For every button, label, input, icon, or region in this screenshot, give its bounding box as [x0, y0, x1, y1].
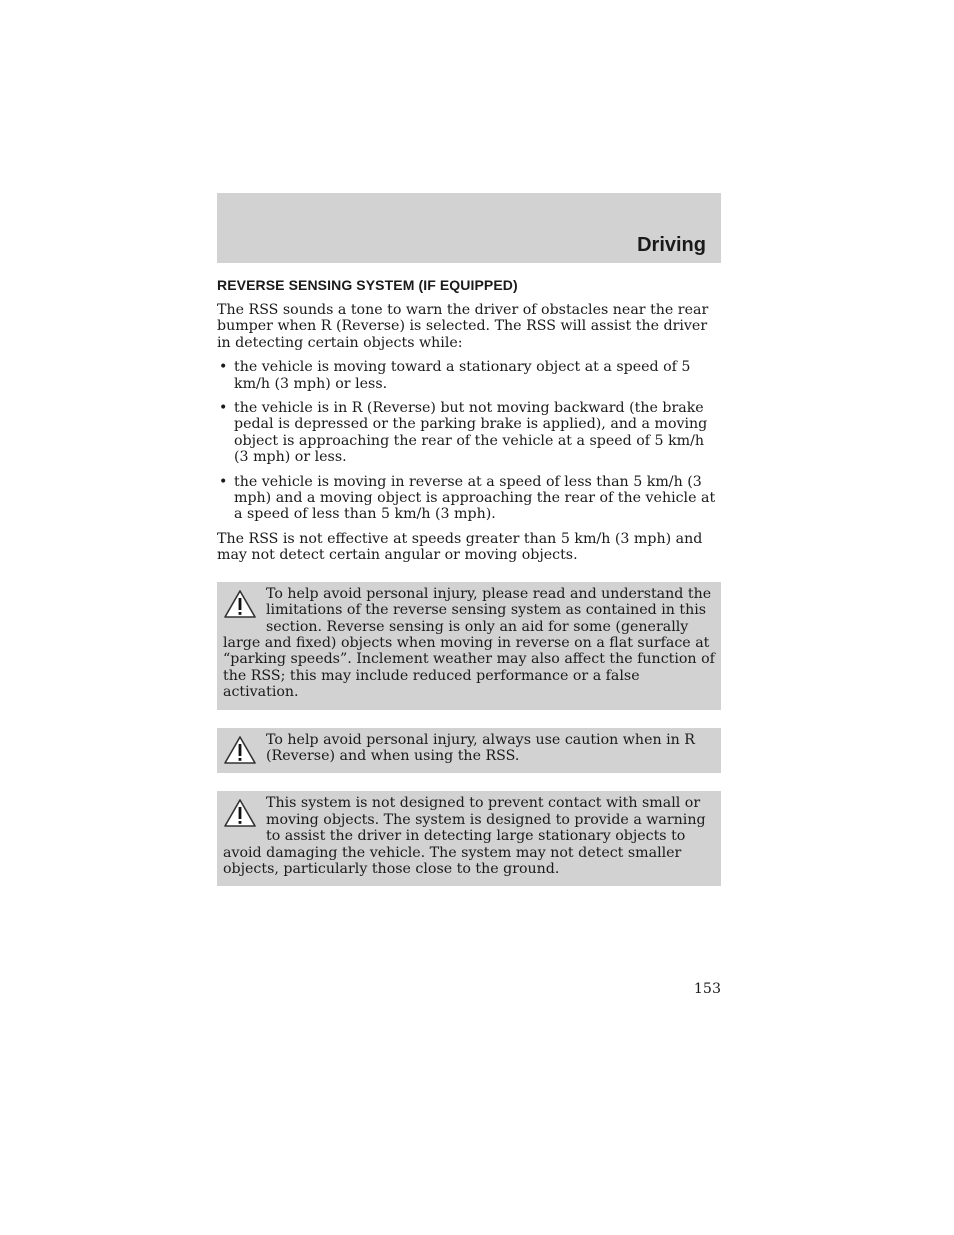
bullet-list: [217, 359, 721, 523]
list-item: [217, 474, 721, 523]
warning-text: This system is not designed to prevent contact with small or moving objects. The system is designed to provide a warning to assist the driver in detecting large stationary objects to avoid damaging the vehicle. The system may not detect smaller objects, particularly those close to the ground.: [223, 795, 706, 877]
list-item: [217, 400, 721, 466]
list-item-text: the vehicle is moving in reverse at a speed of less than 5 km/h (3 mph) and a moving object is approaching the rear of the vehicle at a speed of less than 5 km/h (3 mph).: [234, 473, 716, 523]
intro-paragraph: The RSS sounds a tone to warn the driver of obstacles near the rear bumper when R (Reverse) is selected. The RSS will assist the driver in detecting certain objects while:: [217, 302, 709, 351]
header-band: [217, 193, 721, 263]
warning-triangle-icon: [223, 798, 257, 828]
closing-paragraph: The RSS is not effective at speeds greater than 5 km/h (3 mph) and may not detect certain angular or moving objects.: [217, 530, 703, 564]
warning-text: To help avoid personal injury, always use caution when in R (Reverse) and when using the RSS.: [266, 731, 695, 764]
warning-box: [217, 582, 721, 710]
list-item: [217, 359, 721, 392]
header-title: Driving: [637, 234, 706, 256]
section-heading: REVERSE SENSING SYSTEM (IF EQUIPPED): [217, 277, 518, 293]
content-area: [217, 277, 721, 904]
bullet-dot: •: [219, 359, 228, 376]
list-item-text: the vehicle is moving toward a stationary object at a speed of 5 km/h (3 mph) or less.: [234, 359, 691, 392]
warning-triangle-icon: [223, 735, 257, 765]
warning-text: To help avoid personal injury, please read and understand the limitations of the reverse sensing system as contained in this section. Reverse sensing is only an aid for some (generally large and fixed) objects when moving in reverse on a flat surface at “parking speeds”. Inclement weather may also affect the function of the RSS; this may include reduced performance or a false activation.: [223, 585, 715, 701]
warning-box: [217, 728, 721, 774]
bullet-dot: •: [219, 400, 228, 417]
warning-box: [217, 791, 721, 886]
bullet-dot: •: [219, 473, 228, 490]
list-item-text: the vehicle is in R (Reverse) but not moving backward (the brake pedal is depressed or the parking brake is applied), and a moving object is approaching the rear of the vehicle at a speed of 5 km/h (3 mph) or less.: [234, 400, 708, 466]
page-number: 153: [693, 981, 721, 997]
warning-triangle-icon: [223, 589, 257, 619]
